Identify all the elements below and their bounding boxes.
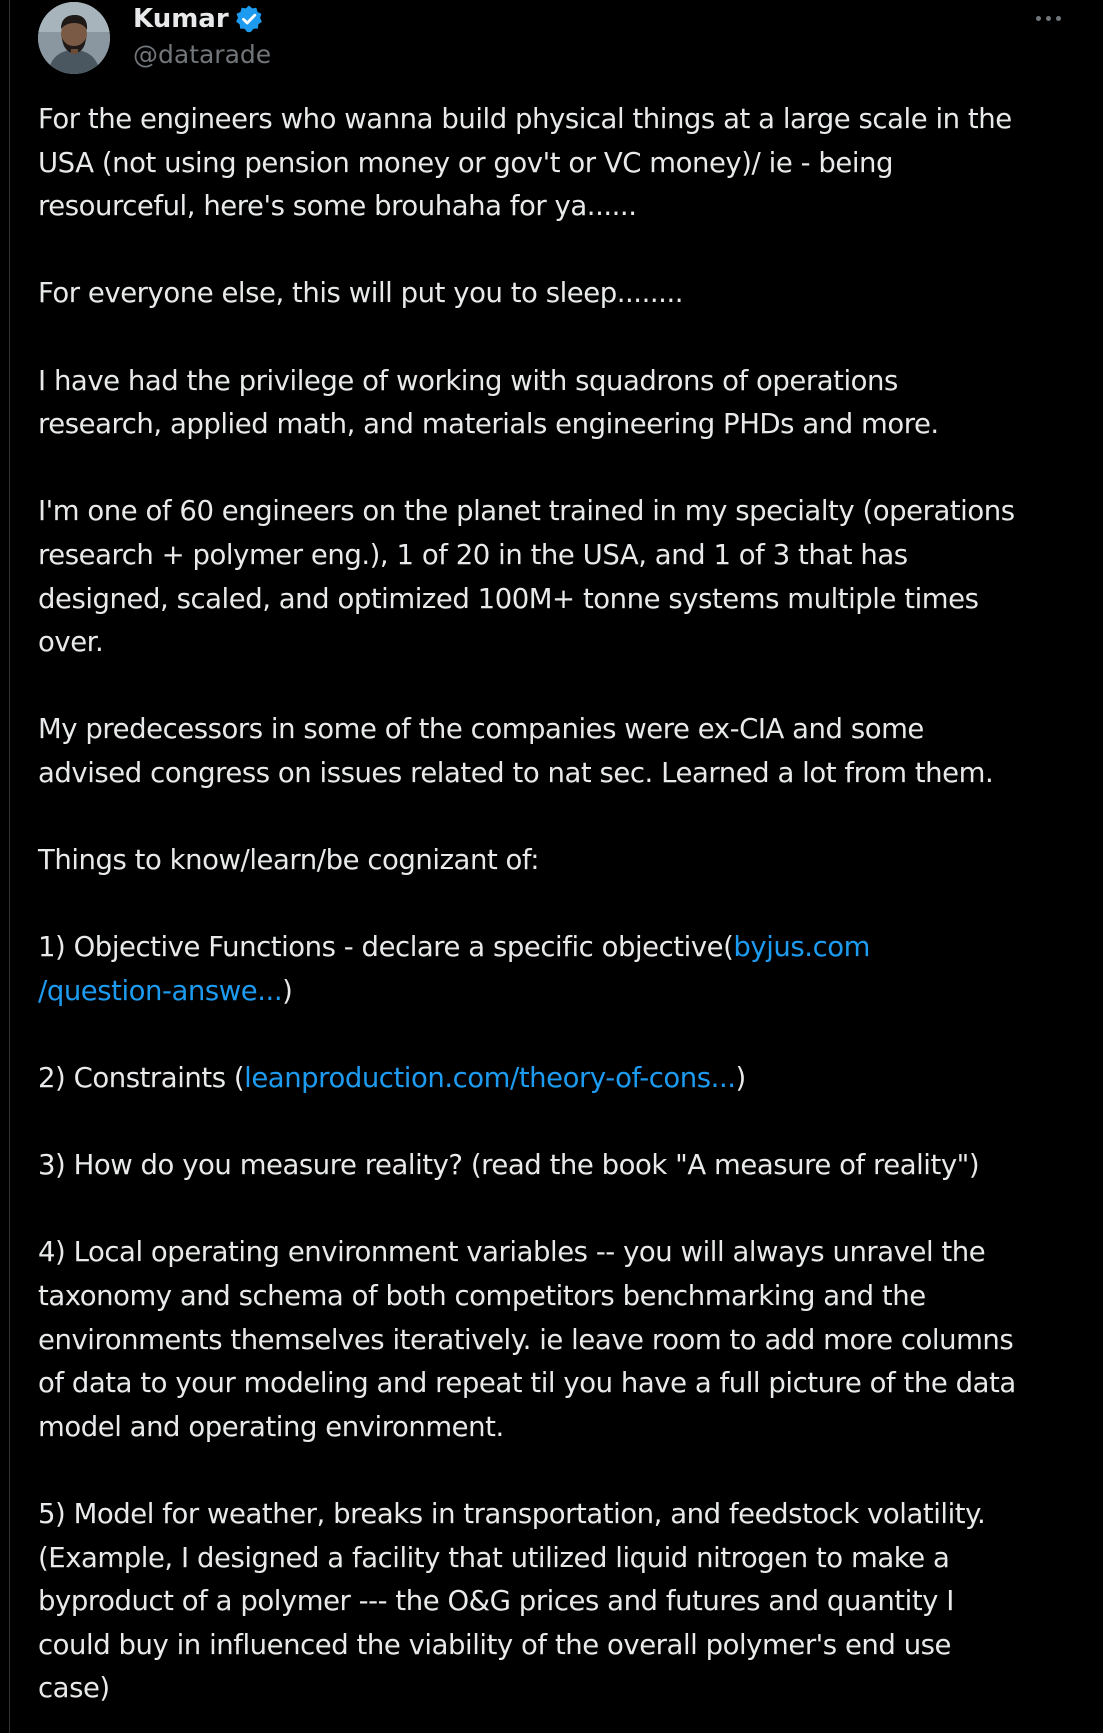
text-line: of data to your modeling and repeat til you have a full picture of the data: [38, 1367, 1016, 1400]
text-line: environments themselves iteratively. ie leave room to add more columns: [38, 1323, 1014, 1356]
text-line: advised congress on issues related to nat sec. Learned a lot from them.: [38, 756, 994, 789]
list-item-objective-functions: [38, 926, 1078, 1013]
byjus-link[interactable]: byjus.com: [733, 931, 870, 964]
text-line: [38, 970, 1078, 1014]
text-line: model and operating environment.: [38, 1410, 504, 1443]
dot: [1036, 16, 1041, 21]
text-line: 3) How do you measure reality? (read the book "A measure of reality"): [38, 1149, 980, 1182]
left-divider: [9, 0, 10, 1733]
paragraph-predecessors: [38, 708, 1078, 795]
text-line: [38, 926, 1078, 970]
item-text: 1) Objective Functions - declare a specific objective(: [38, 931, 734, 964]
tweet-text: [38, 98, 1078, 1711]
author-display-name[interactable]: Kumar: [133, 4, 229, 34]
text-line: research + polymer eng.), 1 of 20 in the USA, and 1 of 3 that has: [38, 538, 908, 571]
text-line: USA (not using pension money or gov't or VC money)/ ie - being: [38, 146, 894, 179]
text-line: research, applied math, and materials engineering PHDs and more.: [38, 408, 939, 441]
text-line: Things to know/learn/be cognizant of:: [38, 844, 540, 877]
text-line: For the engineers who wanna build physical things at a large scale in the: [38, 103, 1012, 135]
text-line: My predecessors in some of the companies were ex-CIA and some: [38, 713, 924, 746]
list-item-measure-reality: [38, 1144, 1078, 1188]
profile-photo-avatar: [38, 2, 110, 74]
list-item-local-environment: [38, 1231, 1078, 1449]
text-line: I have had the privilege of working with squadrons of operations: [38, 364, 898, 397]
paragraph-privilege: [38, 360, 1078, 447]
list-item-model-weather: [38, 1493, 1078, 1711]
text-line: taxonomy and schema of both competitors benchmarking and the: [38, 1280, 926, 1313]
paragraph-everyone-else: [38, 272, 1078, 316]
tweet-header: [38, 0, 1078, 76]
paragraph-intro: [38, 98, 1078, 229]
text-line: resourceful, here's some brouhaha for ya......: [38, 190, 637, 223]
text-line: over.: [38, 626, 104, 659]
more-dots-icon[interactable]: [1028, 8, 1068, 28]
author-block: [133, 0, 271, 72]
verified-check-icon: [234, 4, 264, 34]
avatar[interactable]: [38, 2, 110, 74]
leanproduction-link[interactable]: leanproduction.com/theory-of-cons...: [244, 1062, 736, 1095]
item-text: 2) Constraints (: [38, 1062, 245, 1095]
text-line: case): [38, 1672, 110, 1705]
paragraph-things-to-know: [38, 839, 1078, 883]
text-line: 5) Model for weather, breaks in transportation, and feedstock volatility.: [38, 1498, 986, 1530]
dot: [1046, 16, 1051, 21]
text-line: [38, 1057, 1078, 1101]
text-line: For everyone else, this will put you to sleep........: [38, 277, 684, 310]
author-name-row: [133, 0, 271, 38]
item-close-paren: ): [282, 974, 293, 1007]
list-item-constraints: [38, 1057, 1078, 1101]
author-handle[interactable]: @datarade: [133, 40, 272, 69]
text-line: byproduct of a polymer --- the O&G prices and futures and quantity I: [38, 1585, 954, 1618]
paragraph-specialty: [38, 490, 1078, 664]
text-line: 4) Local operating environment variables -- you will always unravel the: [38, 1236, 986, 1269]
text-line: (Example, I designed a facility that utilized liquid nitrogen to make a: [38, 1541, 950, 1574]
byjus-link-continued[interactable]: /question-answe...: [38, 974, 283, 1007]
item-close-paren: ): [735, 1062, 746, 1095]
text-line: could buy in influenced the viability of the overall polymer's end use: [38, 1628, 952, 1661]
dot: [1056, 16, 1061, 21]
text-line: designed, scaled, and optimized 100M+ tonne systems multiple times: [38, 582, 979, 615]
text-line: I'm one of 60 engineers on the planet trained in my specialty (operations: [38, 495, 1015, 528]
